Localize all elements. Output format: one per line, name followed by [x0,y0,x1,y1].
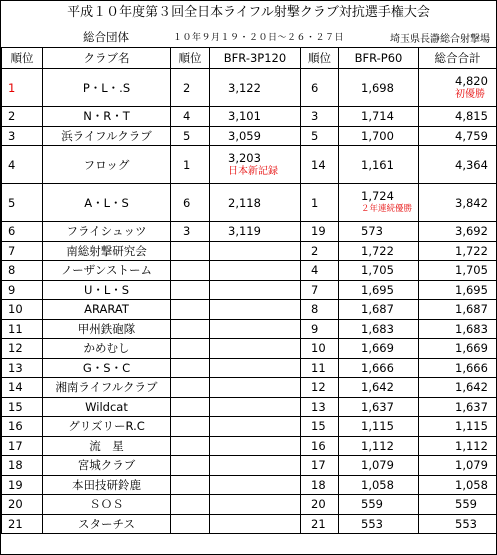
table-row [2,495,497,515]
total-cell: 1,666 [419,358,497,378]
rank-3p-cell [171,456,210,476]
col-total: 総合合計 [419,48,497,69]
rank-3p-cell [171,397,210,417]
club-name-cell: かめむし [43,339,171,359]
score-3p-cell: 3,119 [210,222,301,242]
score-p60-cell: 1,698 [339,69,419,107]
table-row [2,280,497,300]
rank-3p-cell [171,319,210,339]
score-p60-cell: 1,642 [339,378,419,398]
score-3p-cell [210,241,301,261]
table-row [2,184,497,222]
table-row [2,339,497,359]
club-name-cell: ノーザンストーム [43,261,171,281]
rank-cell: 13 [2,358,43,378]
club-name-cell: 甲州鉄砲隊 [43,319,171,339]
rank-p60-cell: 20 [301,495,339,515]
rank-cell: 1 [2,69,43,107]
score-p60-cell: 1,079 [339,456,419,476]
score-3p-cell: 3,059 [210,126,301,146]
total-cell: 1,637 [419,397,497,417]
rank-3p-cell: 3 [171,222,210,242]
score-p60-cell: 1,161 [339,146,419,184]
score-3p-cell [210,339,301,359]
score-3p-cell [210,146,301,184]
score-p60-cell: 1,637 [339,397,419,417]
rank-3p-cell: 2 [171,69,210,107]
table-row [2,436,497,456]
club-name-cell: 本田技研鈴鹿 [43,475,171,495]
club-name-cell: 浜ライフルクラブ [43,126,171,146]
rank-3p-cell [171,436,210,456]
rank-p60-cell: 11 [301,358,339,378]
category-label: 総合団体 [83,30,129,44]
rank-p60-cell: 7 [301,280,339,300]
rank-p60-cell: 1 [301,184,339,222]
total-cell: 553 [419,514,497,534]
venue-label: 埼玉県長瀞総合射撃場 [390,34,490,45]
rank-cell: 18 [2,456,43,476]
total-cell: 1,112 [419,436,497,456]
table-row [2,319,497,339]
total-cell: 1,683 [419,319,497,339]
club-name-cell: グリズリーR.C [43,417,171,437]
score-p60-cell: 1,058 [339,475,419,495]
table-row [2,456,497,476]
rank-cell: 7 [2,241,43,261]
score-3p-cell [210,261,301,281]
col-rank: 順位 [2,48,43,69]
score-3p-cell [210,514,301,534]
table-row [2,261,497,281]
col-bfr-p60: BFR-P60 [339,48,419,69]
total-cell: 4,364 [419,146,497,184]
club-name-cell: ARARAT [43,300,171,320]
score-p60-cell [339,184,419,222]
score-3p-cell [210,475,301,495]
rank-p60-cell: 12 [301,378,339,398]
club-name-cell: G・S・C [43,358,171,378]
rank-3p-cell [171,417,210,437]
rank-cell: 20 [2,495,43,515]
table-row [2,300,497,320]
table-row [2,358,497,378]
score-3p-cell [210,397,301,417]
score-p60-cell: 559 [339,495,419,515]
rank-p60-cell: 9 [301,319,339,339]
rank-cell: 8 [2,261,43,281]
club-name-cell: 宮城クラブ [43,456,171,476]
rank-p60-cell: 13 [301,397,339,417]
rank-p60-cell: 19 [301,222,339,242]
table-header-row [2,48,497,69]
score-3p-cell-value: 3,203 [228,151,261,165]
table-row [2,69,497,107]
score-p60-cell: 1,695 [339,280,419,300]
club-name-cell: フロッグ [43,146,171,184]
total-cell: 559 [419,495,497,515]
table-row [2,241,497,261]
rank-3p-cell [171,514,210,534]
rank-cell: 5 [2,184,43,222]
rank-3p-cell: 1 [171,146,210,184]
page-title: 平成１０年度第３回全日本ライフル射撃クラブ対抗選手権大会 [67,5,430,20]
score-3p-cell: 3,122 [210,69,301,107]
rank-3p-cell [171,261,210,281]
score-p60-cell: 573 [339,222,419,242]
rank-p60-cell: 17 [301,456,339,476]
rank-cell: 2 [2,107,43,127]
total-cell: 1,722 [419,241,497,261]
rank-3p-cell [171,241,210,261]
col-rank-3p: 順位 [171,48,210,69]
score-p60-cell: 1,112 [339,436,419,456]
rank-3p-cell: 6 [171,184,210,222]
total-cell: 4,815 [419,107,497,127]
total-cell: 1,642 [419,378,497,398]
rank-3p-cell [171,300,210,320]
score-3p-cell [210,417,301,437]
rank-cell: 3 [2,126,43,146]
score-p60-cell: 1,705 [339,261,419,281]
table-row [2,417,497,437]
rank-p60-cell: 8 [301,300,339,320]
club-name-cell: A・L・S [43,184,171,222]
club-name-cell: 流 星 [43,436,171,456]
table-row [2,397,497,417]
score-3p-cell [210,378,301,398]
rank-3p-cell [171,280,210,300]
total-cell: 1,115 [419,417,497,437]
club-name-cell: フライシュッツ [43,222,171,242]
total-cell: 1,669 [419,339,497,359]
rank-p60-cell: 2 [301,241,339,261]
table-row [2,107,497,127]
total-cell: 4,759 [419,126,497,146]
club-name-cell: 湘南ライフルクラブ [43,378,171,398]
rank-3p-cell [171,339,210,359]
club-name-cell: P・L・.S [43,69,171,107]
score-p60-cell: 1,115 [339,417,419,437]
subheader [1,25,496,47]
rank-p60-cell: 10 [301,339,339,359]
col-rank-p60: 順位 [301,48,339,69]
rank-cell: 21 [2,514,43,534]
club-name-cell: N・R・T [43,107,171,127]
score-p60-cell: 1,700 [339,126,419,146]
rank-cell: 4 [2,146,43,184]
rank-3p-cell: 4 [171,107,210,127]
event-dates: １０年９月１９・２０日〜２６・２７日 [173,33,345,43]
rank-cell: 10 [2,300,43,320]
total-cell: 3,842 [419,184,497,222]
rank-cell: 6 [2,222,43,242]
score-p60-cell: 1,666 [339,358,419,378]
score-3p-cell-note: 日本新記録 [228,166,278,177]
score-p60-cell: 1,687 [339,300,419,320]
table-row [2,378,497,398]
club-name-cell: ＳＯＳ [43,495,171,515]
score-3p-cell [210,436,301,456]
results-body [2,69,497,534]
rank-cell: 11 [2,319,43,339]
rank-p60-cell: 3 [301,107,339,127]
results-table [1,47,497,534]
table-row [2,475,497,495]
rank-3p-cell: 5 [171,126,210,146]
score-p60-cell-value: 1,724 [361,189,394,203]
rank-p60-cell: 14 [301,146,339,184]
total-cell: 1,687 [419,300,497,320]
rank-3p-cell [171,378,210,398]
total-cell: 1,695 [419,280,497,300]
score-3p-cell [210,495,301,515]
rank-cell: 14 [2,378,43,398]
total-cell-note: 初優勝 [455,89,485,100]
total-cell-value: 4,820 [455,74,488,88]
score-3p-cell [210,280,301,300]
total-cell: 3,692 [419,222,497,242]
club-name-cell: Wildcat [43,397,171,417]
rank-cell: 19 [2,475,43,495]
rank-3p-cell [171,358,210,378]
total-cell: 1,079 [419,456,497,476]
club-name-cell: 南総射撃研究会 [43,241,171,261]
score-p60-cell-note: ２年連続優勝 [361,204,413,214]
score-p60-cell: 1,683 [339,319,419,339]
table-row [2,126,497,146]
score-p60-cell: 1,669 [339,339,419,359]
rank-p60-cell: 15 [301,417,339,437]
table-row [2,514,497,534]
score-3p-cell: 3,101 [210,107,301,127]
rank-3p-cell [171,475,210,495]
rank-cell: 16 [2,417,43,437]
rank-p60-cell: 6 [301,69,339,107]
score-p60-cell: 1,722 [339,241,419,261]
club-name-cell: U・L・S [43,280,171,300]
rank-cell: 9 [2,280,43,300]
total-cell: 1,705 [419,261,497,281]
score-p60-cell: 1,714 [339,107,419,127]
rank-p60-cell: 16 [301,436,339,456]
total-cell [419,69,497,107]
col-club: クラブ名 [43,48,171,69]
total-cell: 1,058 [419,475,497,495]
rank-cell: 12 [2,339,43,359]
rank-cell: 15 [2,397,43,417]
score-p60-cell: 553 [339,514,419,534]
rank-p60-cell: 4 [301,261,339,281]
score-3p-cell: 2,118 [210,184,301,222]
table-row [2,222,497,242]
score-3p-cell [210,358,301,378]
score-3p-cell [210,319,301,339]
rank-p60-cell: 21 [301,514,339,534]
table-row [2,146,497,184]
rank-p60-cell: 18 [301,475,339,495]
rank-p60-cell: 5 [301,126,339,146]
club-name-cell: スターチス [43,514,171,534]
col-bfr-3p: BFR-3P120 [210,48,301,69]
score-3p-cell [210,300,301,320]
rank-cell: 17 [2,436,43,456]
rank-3p-cell [171,495,210,515]
score-3p-cell [210,456,301,476]
